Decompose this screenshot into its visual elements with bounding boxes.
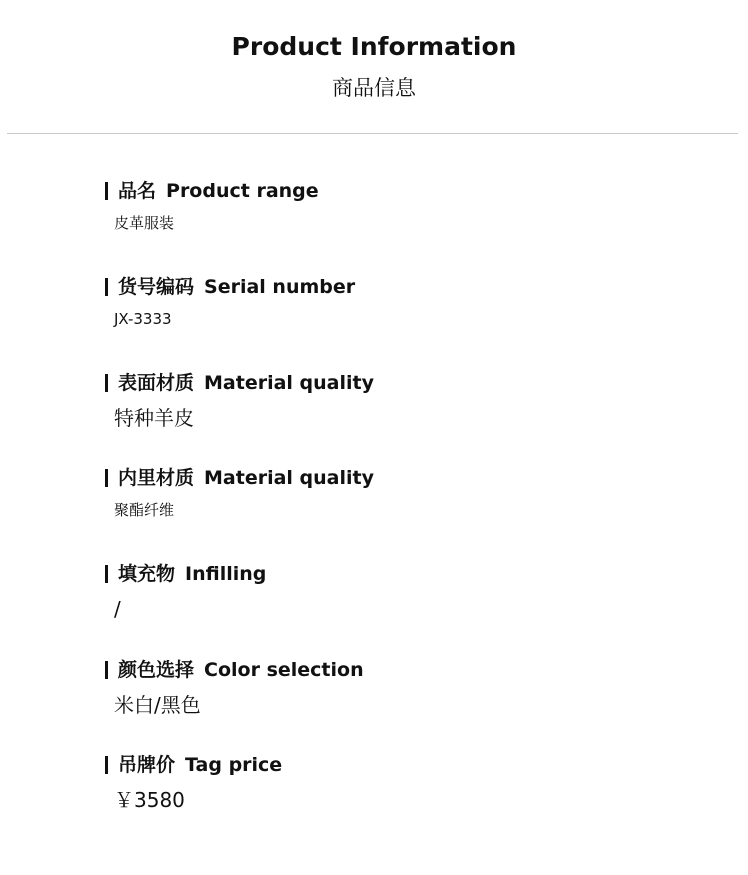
- label-cn: 填充物: [118, 563, 176, 585]
- label-marker: [105, 278, 108, 296]
- label-marker: [105, 182, 108, 200]
- label-cn: 吊牌价: [118, 754, 176, 776]
- info-value: 特种羊皮: [114, 406, 194, 430]
- page-header: [0, 0, 748, 134]
- label-marker: [105, 661, 108, 679]
- page-subtitle: 商品信息: [332, 76, 416, 100]
- label-en: Tag price: [185, 754, 283, 776]
- label-marker: [105, 374, 108, 392]
- label-cn: 货号编码: [118, 276, 195, 298]
- info-value: ￥3580: [114, 788, 185, 812]
- label-marker: [105, 469, 108, 487]
- label-marker: [105, 756, 108, 774]
- label-en: Material quality: [204, 372, 374, 394]
- label-en: Product range: [166, 180, 319, 202]
- label-cn: 颜色选择: [118, 659, 195, 681]
- info-value: 聚酯纤维: [114, 501, 175, 519]
- info-value: /: [114, 597, 121, 621]
- label-marker: [105, 565, 108, 583]
- header-divider: [7, 133, 738, 134]
- label-cn: 内里材质: [118, 467, 195, 489]
- info-value: JX-3333: [114, 310, 172, 328]
- label-en: Color selection: [204, 659, 364, 681]
- info-value: 皮革服装: [114, 214, 175, 232]
- label-en: Serial number: [204, 276, 356, 298]
- label-en: Material quality: [204, 467, 374, 489]
- label-cn: 表面材质: [118, 372, 195, 394]
- info-value: 米白/黑色: [114, 693, 201, 717]
- page-title: Product Information: [231, 32, 517, 61]
- label-cn: 品名: [118, 180, 157, 202]
- label-en: Infilling: [185, 563, 267, 585]
